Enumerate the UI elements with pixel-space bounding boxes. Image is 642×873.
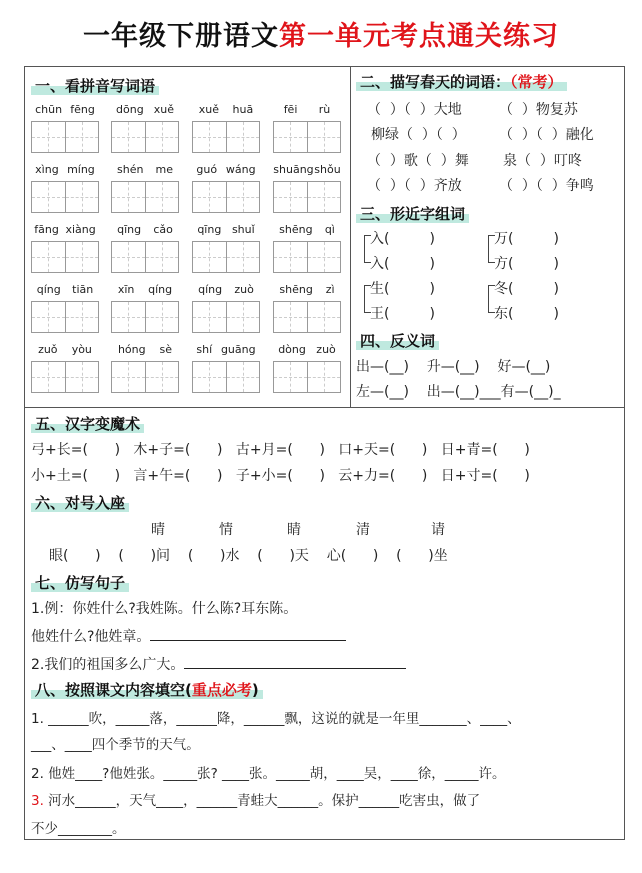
pinyin-syllable: zì bbox=[325, 283, 335, 296]
pinyin-group bbox=[192, 281, 260, 338]
pinyin-group bbox=[111, 281, 179, 338]
answer-blank[interactable] bbox=[150, 640, 346, 641]
pinyin-syllable: qíng bbox=[148, 283, 173, 296]
pinyin-row bbox=[273, 101, 341, 118]
s2-heading-text: 二、描写春天的词语： bbox=[360, 73, 511, 91]
writing-box[interactable] bbox=[274, 182, 308, 212]
pinyin-syllable: wáng bbox=[225, 163, 256, 176]
pinyin-syllable: fāng bbox=[34, 223, 59, 236]
writing-box[interactable] bbox=[66, 362, 99, 392]
writing-box[interactable] bbox=[32, 302, 66, 332]
pinyin-group bbox=[111, 221, 179, 278]
pinyin-syllable: xuě bbox=[198, 103, 220, 116]
pinyin-syllable: xuě bbox=[153, 103, 174, 116]
writing-boxes bbox=[111, 361, 179, 393]
writing-box[interactable] bbox=[146, 242, 179, 272]
pinyin-row bbox=[31, 221, 99, 238]
writing-box[interactable] bbox=[308, 362, 341, 392]
writing-box[interactable] bbox=[274, 362, 308, 392]
row-divider bbox=[25, 407, 624, 408]
writing-box[interactable] bbox=[146, 302, 179, 332]
s5-heading: 五、汉字变魔术 bbox=[31, 413, 144, 434]
writing-boxes bbox=[273, 241, 341, 273]
pinyin-syllable: me bbox=[155, 163, 173, 176]
s4-heading: 四、反义词 bbox=[356, 330, 439, 351]
pinyin-syllable: huā bbox=[232, 103, 254, 116]
s5-line: 小+土=( ) 言+午=( ) 子+小=( ) 云+力=( ) 日+寸=( ) bbox=[31, 468, 530, 484]
s6-word: 清 bbox=[356, 522, 370, 538]
pinyin-group bbox=[111, 341, 179, 398]
writing-box[interactable] bbox=[32, 362, 66, 392]
pinyin-group bbox=[192, 341, 260, 398]
s3-word: 方( ) bbox=[494, 256, 559, 272]
writing-boxes bbox=[111, 121, 179, 153]
pinyin-syllable: fēi bbox=[283, 103, 298, 116]
s7-line bbox=[31, 654, 406, 674]
pinyin-syllable: zuò bbox=[316, 343, 336, 356]
writing-box[interactable] bbox=[146, 362, 179, 392]
writing-boxes bbox=[192, 181, 260, 213]
pinyin-syllable: qíng bbox=[198, 283, 223, 296]
pinyin-syllable: xìng bbox=[35, 163, 59, 176]
writing-box[interactable] bbox=[308, 122, 341, 152]
pinyin-group bbox=[273, 101, 341, 158]
pinyin-row bbox=[111, 281, 179, 298]
s5-line: 弓+长=( ) 木+子=( ) 古+月=( ) 口+天=( ) 日+青=( ) bbox=[31, 442, 530, 458]
s6-word: 情 bbox=[219, 522, 233, 538]
s3-word: 东( ) bbox=[494, 306, 559, 322]
s3-word: 王( ) bbox=[370, 306, 435, 322]
s2-heading bbox=[356, 71, 567, 92]
writing-boxes bbox=[111, 301, 179, 333]
s2-tag: 常考 bbox=[517, 73, 548, 91]
s2-line-a: （ ）（ ）大地 bbox=[367, 102, 462, 118]
pinyin-group bbox=[273, 281, 341, 338]
pinyin-syllable: cǎo bbox=[153, 223, 173, 236]
writing-box[interactable] bbox=[66, 302, 99, 332]
pinyin-group bbox=[31, 341, 99, 398]
pinyin-syllable: sè bbox=[159, 343, 173, 356]
pinyin-group bbox=[273, 221, 341, 278]
s8-line: 不少________。 bbox=[31, 821, 126, 837]
pinyin-group bbox=[273, 161, 341, 218]
writing-box[interactable] bbox=[274, 122, 308, 152]
pinyin-row bbox=[192, 341, 260, 358]
pinyin-group bbox=[31, 221, 99, 278]
s8-tag-close: ) bbox=[251, 681, 259, 699]
pinyin-syllable: shǒu bbox=[314, 163, 341, 176]
writing-box[interactable] bbox=[112, 242, 146, 272]
pinyin-row bbox=[111, 161, 179, 178]
writing-boxes bbox=[31, 361, 99, 393]
pinyin-group bbox=[31, 281, 99, 338]
writing-box[interactable] bbox=[112, 362, 146, 392]
s6-word: 睛 bbox=[287, 522, 301, 538]
s8-heading-text: 八、按照课文内容填空( bbox=[35, 681, 192, 699]
s2-line-a: 柳绿（ ）（ ） bbox=[371, 127, 466, 143]
pinyin-syllable: qì bbox=[324, 223, 335, 236]
pinyin-row bbox=[273, 281, 341, 298]
pinyin-syllable: yòu bbox=[71, 343, 92, 356]
s8-heading bbox=[31, 679, 263, 700]
pinyin-syllable: qīng bbox=[117, 223, 142, 236]
pinyin-syllable: zuǒ bbox=[38, 343, 58, 356]
pinyin-row bbox=[111, 341, 179, 358]
s6-heading: 六、对号入座 bbox=[31, 492, 129, 513]
s2-tag-open: （ bbox=[510, 73, 518, 91]
writing-box[interactable] bbox=[227, 122, 260, 152]
s8-line: 2. 他姓____?他姓张。_____张? ____张。_____胡，____吴，____徐，_____许。 bbox=[31, 766, 506, 782]
writing-boxes bbox=[111, 241, 179, 273]
writing-box[interactable] bbox=[66, 242, 99, 272]
pinyin-row bbox=[31, 161, 99, 178]
pinyin-syllable: dōng bbox=[116, 103, 144, 116]
writing-box[interactable] bbox=[193, 362, 227, 392]
pinyin-row bbox=[192, 161, 260, 178]
pinyin-group bbox=[192, 101, 260, 158]
pinyin-group bbox=[192, 161, 260, 218]
pinyin-syllable: guāng bbox=[220, 343, 256, 356]
writing-boxes bbox=[31, 301, 99, 333]
pinyin-row bbox=[111, 101, 179, 118]
s3-word: 入( ) bbox=[370, 256, 435, 272]
pinyin-row bbox=[273, 221, 341, 238]
s2-line-a: （ ）歌（ ）舞 bbox=[367, 153, 469, 169]
pinyin-group bbox=[273, 341, 341, 398]
writing-box[interactable] bbox=[112, 302, 146, 332]
s2-line-b: 泉（ ）叮咚 bbox=[503, 153, 582, 169]
s1-heading: 一、看拼音写词语 bbox=[31, 75, 159, 96]
pinyin-group bbox=[192, 221, 260, 278]
pinyin-group bbox=[31, 101, 99, 158]
pinyin-syllable: qíng bbox=[36, 283, 61, 296]
s8-item-number: 3. bbox=[31, 793, 44, 809]
s4-line: 左—(__) 出—(__)___有—(__)_ bbox=[356, 384, 561, 400]
s2-line-b: （ ）（ ）争鸣 bbox=[499, 178, 594, 194]
pinyin-row bbox=[273, 161, 341, 178]
s6-word: 请 bbox=[431, 522, 445, 538]
s2-line-b: （ ）（ ）融化 bbox=[499, 127, 594, 143]
writing-boxes bbox=[192, 121, 260, 153]
answer-blank[interactable] bbox=[184, 668, 406, 669]
writing-box[interactable] bbox=[193, 302, 227, 332]
worksheet-frame bbox=[24, 66, 625, 840]
pinyin-syllable: guó bbox=[196, 163, 218, 176]
writing-boxes bbox=[192, 361, 260, 393]
s7-prompt: 他姓什么?他姓章。 bbox=[31, 629, 151, 645]
pinyin-syllable: xīn bbox=[117, 283, 135, 296]
pinyin-syllable: shuǐ bbox=[231, 223, 255, 236]
s3-word: 冬( ) bbox=[494, 281, 559, 297]
pinyin-syllable: shí bbox=[196, 343, 213, 356]
s8-line: 1. ______吹，_____落，______降，______飘，这说的就是一年里_______、____、 bbox=[31, 711, 521, 727]
pinyin-row bbox=[31, 101, 99, 118]
pinyin-syllable: shēng bbox=[279, 283, 313, 296]
writing-box[interactable] bbox=[193, 242, 227, 272]
writing-box[interactable] bbox=[146, 182, 179, 212]
pinyin-syllable: xiàng bbox=[65, 223, 96, 236]
pinyin-row bbox=[192, 221, 260, 238]
pinyin-syllable: zuò bbox=[234, 283, 254, 296]
writing-boxes bbox=[273, 181, 341, 213]
title-unit: 第一单元考点通关练习 bbox=[279, 21, 559, 52]
writing-box[interactable] bbox=[227, 182, 260, 212]
writing-boxes bbox=[192, 301, 260, 333]
s7-heading: 七、仿写句子 bbox=[31, 572, 129, 593]
s8-line: ___、____四个季节的天气。 bbox=[31, 737, 200, 753]
writing-box[interactable] bbox=[32, 122, 66, 152]
s2-tag-close: ） bbox=[547, 73, 563, 91]
column-divider bbox=[350, 67, 351, 407]
pinyin-syllable: shén bbox=[117, 163, 144, 176]
writing-box[interactable] bbox=[66, 182, 99, 212]
writing-box[interactable] bbox=[227, 302, 260, 332]
s3-word: 生( ) bbox=[370, 281, 435, 297]
pinyin-syllable: fēng bbox=[70, 103, 95, 116]
writing-boxes bbox=[273, 361, 341, 393]
s8-line bbox=[31, 789, 480, 809]
pinyin-syllable: qīng bbox=[197, 223, 222, 236]
pinyin-row bbox=[192, 281, 260, 298]
s6-word: 晴 bbox=[151, 522, 165, 538]
pinyin-group bbox=[111, 101, 179, 158]
s3-word: 入( ) bbox=[370, 231, 435, 247]
writing-box[interactable] bbox=[308, 182, 341, 212]
writing-box[interactable] bbox=[308, 302, 341, 332]
s7-prompt: 2.我们的祖国多么广大。 bbox=[31, 657, 185, 673]
pinyin-group bbox=[111, 161, 179, 218]
s3-word: 万( ) bbox=[494, 231, 559, 247]
writing-box[interactable] bbox=[308, 242, 341, 272]
writing-box[interactable] bbox=[193, 182, 227, 212]
writing-box[interactable] bbox=[66, 122, 99, 152]
writing-box[interactable] bbox=[193, 122, 227, 152]
pinyin-syllable: shuāng bbox=[273, 163, 314, 176]
pinyin-syllable: tiān bbox=[72, 283, 94, 296]
writing-box[interactable] bbox=[227, 242, 260, 272]
writing-box[interactable] bbox=[32, 242, 66, 272]
s7-example: 1.例：你姓什么?我姓陈。什么陈?耳东陈。 bbox=[31, 601, 298, 617]
writing-box[interactable] bbox=[112, 122, 146, 152]
pinyin-row bbox=[111, 221, 179, 238]
writing-box[interactable] bbox=[274, 302, 308, 332]
s6-line: 眼( ) ( )问 ( )水 ( )天 心( ) ( )坐 bbox=[49, 548, 448, 564]
s3-heading: 三、形近字组词 bbox=[356, 203, 469, 224]
writing-box[interactable] bbox=[32, 182, 66, 212]
writing-box[interactable] bbox=[146, 122, 179, 152]
title-grade: 一年级下册语文 bbox=[83, 21, 279, 52]
writing-boxes bbox=[192, 241, 260, 273]
pinyin-syllable: dòng bbox=[278, 343, 306, 356]
writing-boxes bbox=[273, 301, 341, 333]
writing-boxes bbox=[31, 241, 99, 273]
s2-line-a: （ ）（ ）齐放 bbox=[367, 178, 462, 194]
pinyin-syllable: rù bbox=[318, 103, 331, 116]
s4-line: 出—(__) 升—(__) 好—(__) bbox=[356, 359, 551, 375]
pinyin-group bbox=[31, 161, 99, 218]
s7-line bbox=[31, 626, 346, 646]
pinyin-syllable: míng bbox=[67, 163, 95, 176]
s8-line-text: 河水______，天气____，______青蛙大______。保护______吃害虫，做了 bbox=[43, 793, 481, 809]
page-title bbox=[0, 14, 642, 53]
pinyin-row bbox=[273, 341, 341, 358]
writing-boxes bbox=[273, 121, 341, 153]
pinyin-syllable: shēng bbox=[279, 223, 313, 236]
writing-boxes bbox=[31, 181, 99, 213]
writing-box[interactable] bbox=[112, 182, 146, 212]
pinyin-syllable: chūn bbox=[35, 103, 63, 116]
pinyin-row bbox=[192, 101, 260, 118]
writing-boxes bbox=[111, 181, 179, 213]
writing-boxes bbox=[31, 121, 99, 153]
pinyin-row bbox=[31, 281, 99, 298]
writing-box[interactable] bbox=[227, 362, 260, 392]
s8-tag: 重点必考 bbox=[191, 681, 252, 699]
pinyin-row bbox=[31, 341, 99, 358]
s2-line-b: （ ）物复苏 bbox=[499, 102, 578, 118]
pinyin-syllable: hóng bbox=[117, 343, 146, 356]
writing-box[interactable] bbox=[274, 242, 308, 272]
